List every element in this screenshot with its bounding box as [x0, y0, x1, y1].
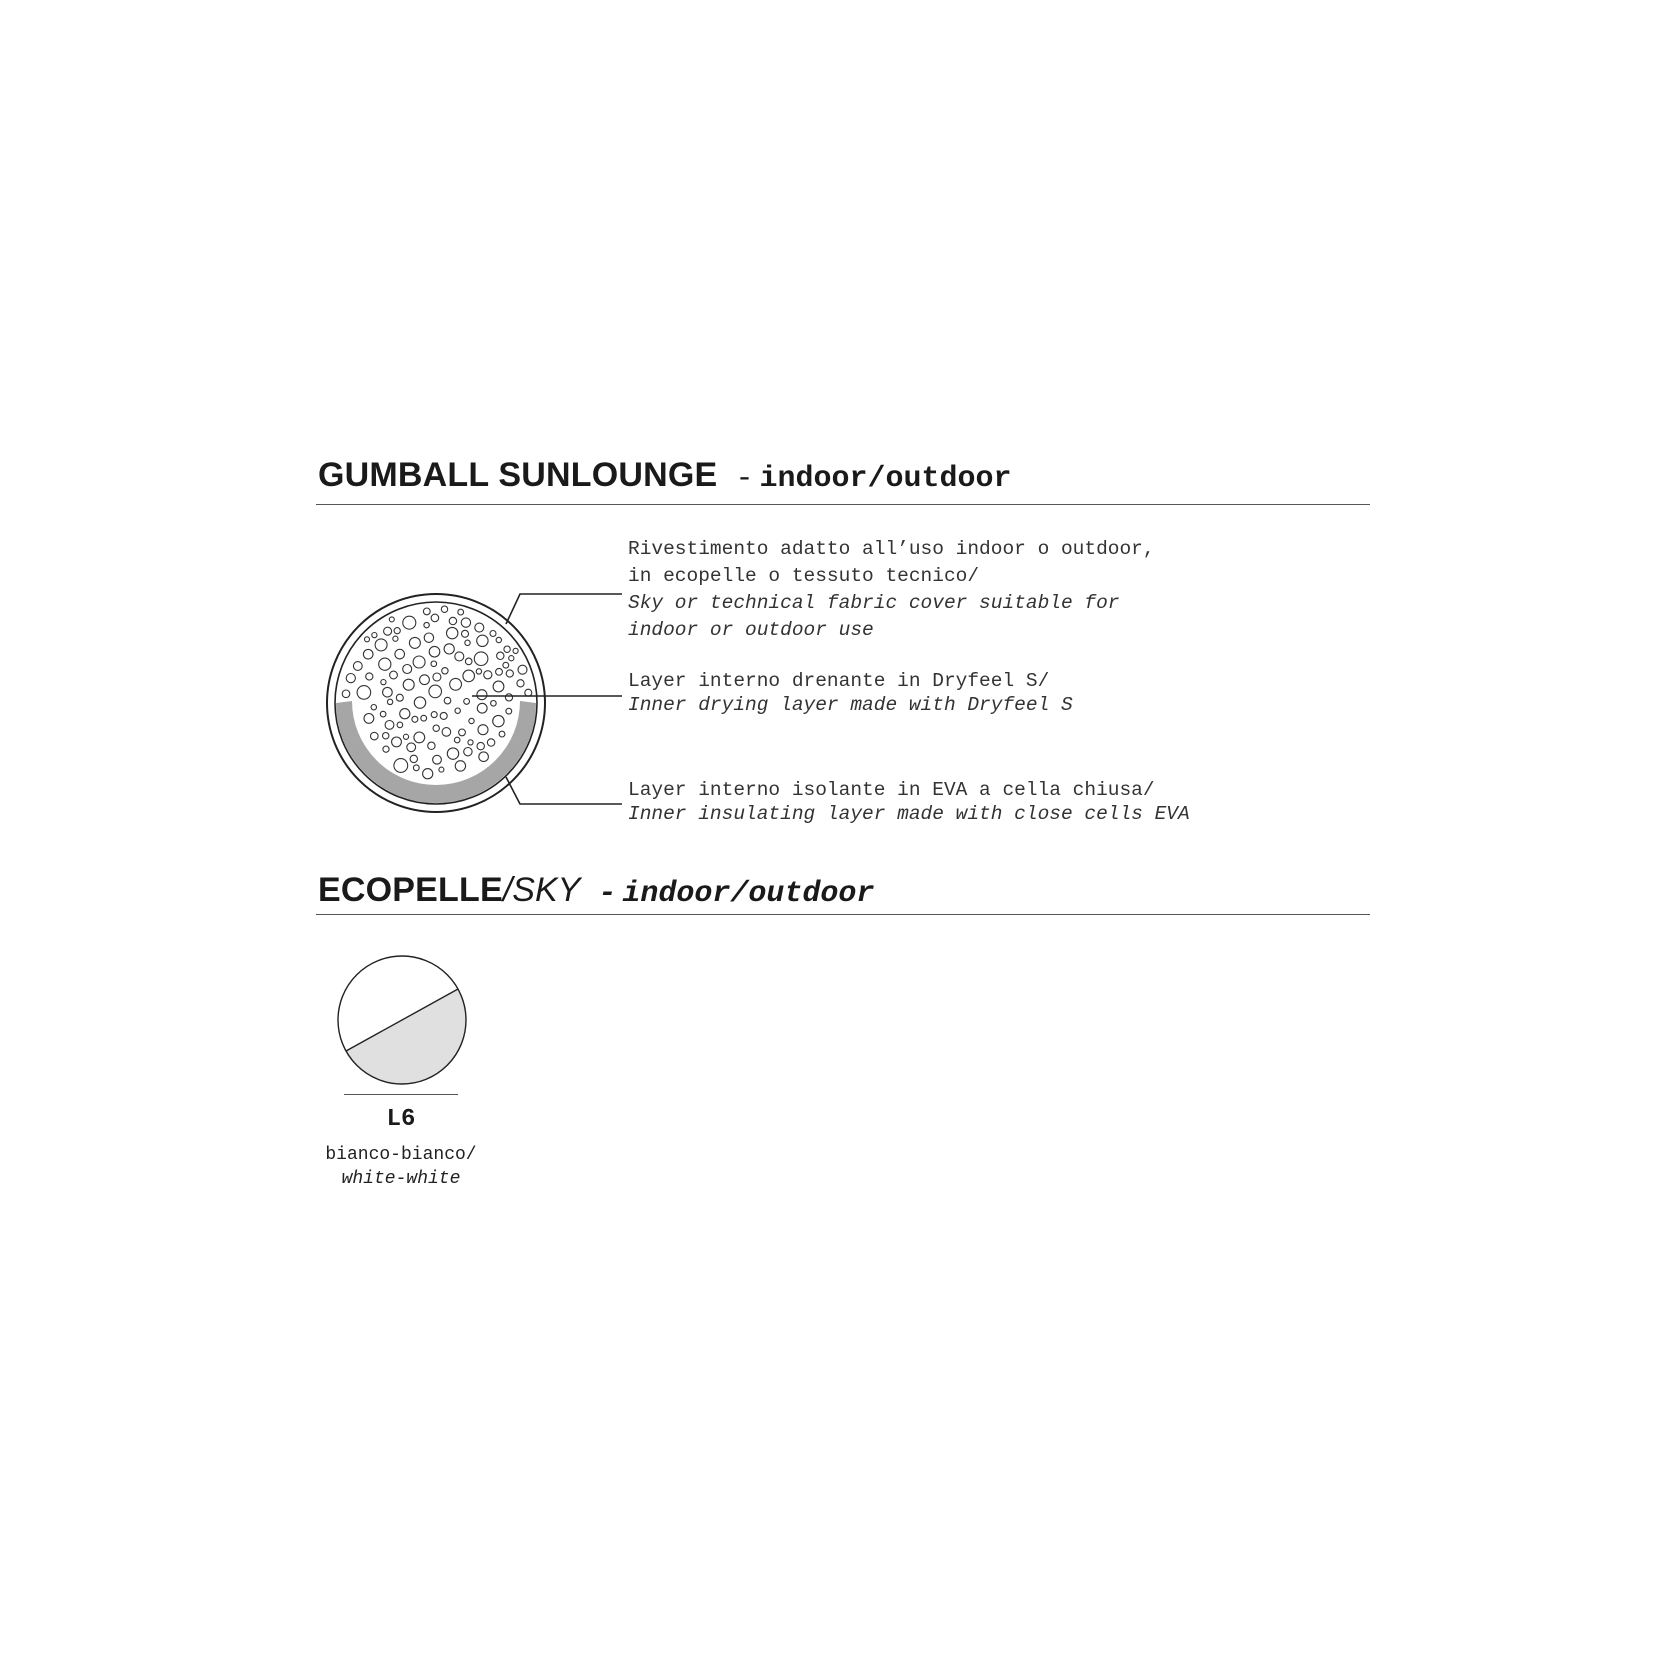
dryfeel-bubble: [371, 732, 379, 740]
dryfeel-bubble: [372, 633, 377, 638]
dryfeel-bubble: [505, 694, 512, 701]
dryfeel-bubble: [414, 697, 425, 708]
dryfeel-bubble: [479, 752, 489, 762]
dryfeel-bubble: [525, 689, 532, 696]
dryfeel-bubble: [504, 646, 510, 652]
dryfeel-bubble: [475, 623, 484, 632]
dryfeel-bubble: [454, 737, 460, 743]
eva-label-it: Layer interno isolante in EVA a cella chiusa/: [628, 779, 1155, 801]
dryfeel-bubble: [380, 711, 386, 717]
dryfeel-bubble: [363, 649, 373, 659]
dryfeel-bubble: [407, 743, 416, 752]
leader-line-cover: [506, 594, 622, 624]
usage-label: indoor/outdoor: [622, 877, 875, 911]
dryfeel-bubble: [389, 617, 394, 622]
dryfeel-bubble: [383, 746, 389, 752]
usage-label: indoor/outdoor: [759, 462, 1012, 496]
color-swatch-l6: [330, 948, 470, 1088]
dryfeel-bubble: [496, 637, 501, 642]
dryfeel-bubble: [433, 673, 441, 681]
dryfeel-bubble: [476, 669, 481, 674]
dryfeel-bubble: [441, 606, 447, 612]
dryfeel-bubble: [342, 690, 350, 698]
dryfeel-bubble: [429, 685, 442, 698]
dryfeel-bubble: [410, 755, 417, 762]
dryfeel-bubble: [400, 709, 410, 719]
eva-label-en: Inner insulating layer made with close cells EVA: [628, 803, 1190, 825]
cover-outer-ring: [327, 594, 545, 812]
dryfeel-bubble: [444, 697, 451, 704]
dryfeel-bubble: [477, 742, 484, 749]
dryfeel-bubble: [429, 646, 440, 657]
dryfeel-bubble: [490, 631, 496, 637]
dryfeel-bubble: [423, 608, 430, 615]
dryfeel-bubble: [390, 671, 398, 679]
swatch-name-en: white-white: [341, 1169, 461, 1189]
dryfeel-bubble: [493, 681, 504, 692]
dryfeel-bubble: [478, 725, 488, 735]
section-title-ecopelle: [318, 871, 874, 911]
dryfeel-bubble: [375, 639, 387, 651]
dryfeel-bubble: [428, 742, 435, 749]
material-name-alt: /SKY: [502, 871, 581, 909]
layer-label-eva: [628, 778, 1190, 826]
cover-inner-ring: [335, 602, 537, 804]
cover-label-en-2: indoor or outdoor use: [628, 619, 874, 641]
dryfeel-bubble: [442, 728, 451, 737]
dryfeel-bubble: [412, 716, 418, 722]
dryfeel-label-en: Inner drying layer made with Dryfeel S: [628, 694, 1073, 716]
title-separator: -: [598, 877, 617, 911]
dryfeel-bubble: [396, 694, 403, 701]
dryfeel-bubble: [403, 616, 416, 629]
dryfeel-bubble: [365, 637, 370, 642]
material-name: ECOPELLE: [318, 871, 503, 909]
dryfeel-bubble: [393, 636, 398, 641]
dryfeel-bubble: [517, 680, 524, 687]
dryfeel-bubble: [366, 673, 373, 680]
dryfeel-bubble: [431, 614, 439, 622]
dryfeel-bubble: [403, 734, 408, 739]
dryfeel-bubble: [385, 721, 394, 730]
dryfeel-bubble: [440, 712, 447, 719]
dryfeel-bubble: [357, 686, 371, 700]
dryfeel-bubble: [424, 622, 429, 627]
dryfeel-bubble: [383, 733, 389, 739]
dryfeel-bubble: [421, 715, 427, 721]
dryfeel-bubble: [424, 633, 433, 642]
dryfeel-bubble: [509, 656, 514, 661]
dryfeel-bubble: [497, 652, 504, 659]
dryfeel-bubble: [455, 708, 460, 713]
dryfeel-bubble: [518, 665, 527, 674]
dryfeel-bubble: [413, 656, 425, 668]
layer-label-dryfeel: [628, 669, 1073, 717]
dryfeel-bubble: [387, 699, 392, 704]
dryfeel-bubble: [447, 748, 458, 759]
dryfeel-bubble: [420, 675, 430, 685]
dryfeel-bubble: [439, 767, 444, 772]
dryfeel-bubble: [414, 732, 425, 743]
dryfeel-bubble: [468, 740, 473, 745]
dryfeel-bubble: [465, 640, 470, 645]
dryfeel-bubble: [442, 668, 448, 674]
cover-label-it-1: Rivestimento adatto all’uso indoor o outdoor,: [628, 538, 1155, 560]
dryfeel-bubble: [477, 635, 488, 646]
title-separator: -: [735, 462, 754, 496]
swatch-code: L6: [386, 1106, 416, 1133]
dryfeel-bubble: [464, 699, 470, 705]
dryfeel-bubble: [496, 668, 503, 675]
dryfeel-bubble: [395, 649, 405, 659]
dryfeel-bubble: [371, 705, 376, 710]
dryfeel-bubble: [462, 630, 469, 637]
dryfeel-bubble: [384, 627, 392, 635]
dryfeel-bubble: [513, 648, 518, 653]
dryfeel-bubble: [431, 661, 437, 667]
dryfeel-bubble: [455, 761, 465, 771]
dryfeel-bubble: [346, 674, 355, 683]
swatch-divider: [344, 1094, 458, 1095]
section-divider: [316, 914, 1370, 915]
dryfeel-bubble: [499, 731, 505, 737]
dryfeel-bubble: [477, 703, 487, 713]
dryfeel-bubble: [433, 755, 442, 764]
dryfeel-bubble: [381, 680, 386, 685]
dryfeel-bubble: [364, 714, 374, 724]
dryfeel-bubble: [409, 637, 420, 648]
dryfeel-bubble: [506, 708, 512, 714]
dryfeel-bubble: [394, 628, 400, 634]
cover-label-it-2: in ecopelle o tessuto tecnico/: [628, 565, 980, 587]
dryfeel-bubble: [458, 609, 464, 615]
dryfeel-bubble: [392, 737, 402, 747]
dryfeel-bubble: [477, 690, 487, 700]
dryfeel-bubble: [383, 687, 393, 697]
product-name: GUMBALL SUNLOUNGE: [318, 456, 718, 494]
layer-label-cover: [628, 536, 1155, 644]
dryfeel-bubble: [455, 652, 464, 661]
dryfeel-bubble: [447, 627, 458, 638]
dryfeel-bubble: [353, 662, 362, 671]
dryfeel-bubble: [403, 679, 414, 690]
cover-label-en-1: Sky or technical fabric cover suitable for: [628, 592, 1120, 614]
dryfeel-bubble: [465, 658, 472, 665]
dryfeel-bubble: [450, 678, 462, 690]
dryfeel-bubble: [474, 652, 488, 666]
dryfeel-bubble: [394, 759, 408, 773]
dryfeel-bubble: [469, 718, 474, 723]
dryfeel-bubble: [463, 670, 475, 682]
leader-line-eva: [506, 777, 622, 804]
dryfeel-bubble: [491, 701, 497, 707]
dryfeel-label-it: Layer interno drenante in Dryfeel S/: [628, 670, 1050, 692]
dryfeel-bubble: [397, 722, 403, 728]
dryfeel-bubble: [423, 769, 433, 779]
dryfeel-bubble: [433, 725, 439, 731]
swatch-name-it: bianco-bianco/: [325, 1145, 477, 1165]
dryfeel-bubble: [413, 765, 419, 771]
dryfeel-bubble: [379, 658, 391, 670]
dryfeel-bubble: [464, 748, 472, 756]
dryfeel-bubble: [459, 729, 466, 736]
dryfeel-bubble: [444, 644, 454, 654]
dryfeel-bubble: [403, 665, 412, 674]
dryfeel-bubble: [449, 617, 456, 624]
dryfeel-bubble: [484, 671, 492, 679]
dryfeel-bubble: [493, 715, 504, 726]
dryfeel-bubble: [506, 670, 513, 677]
dryfeel-bubble: [503, 662, 509, 668]
dryfeel-bubble: [461, 618, 470, 627]
dryfeel-bubble: [487, 739, 494, 746]
dryfeel-bubble: [431, 712, 437, 718]
